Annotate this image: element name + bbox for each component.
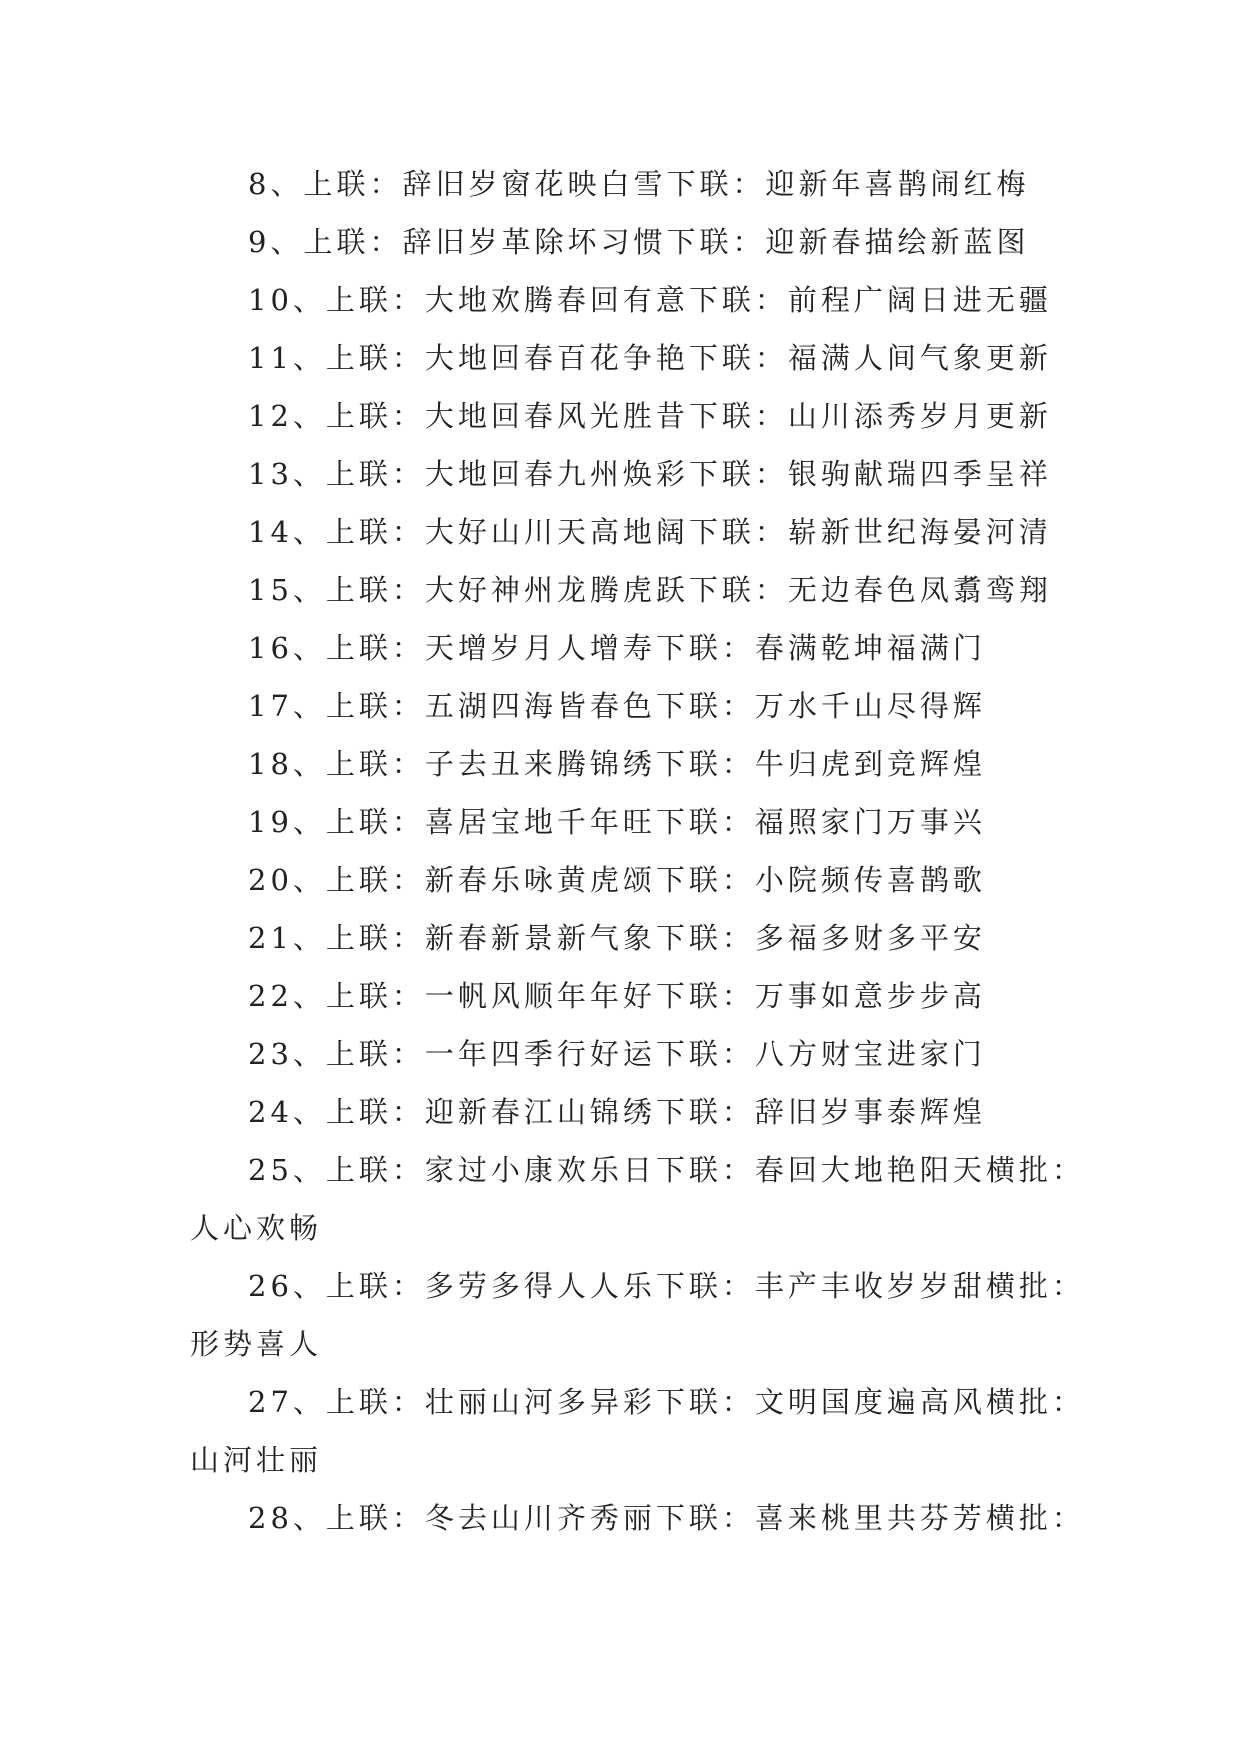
couplet-list [190,155,1085,1547]
couplet-line: 16、上联：天增岁月人增寿下联：春满乾坤福满门 [248,631,986,665]
couplet-line: 25、上联：家过小康欢乐日下联：春回大地艳阳天横批： [248,1153,1085,1187]
couplet-line: 9、上联：辞旧岁革除坏习惯下联：迎新春描绘新蓝图 [248,225,1030,259]
couplet-line: 10、上联：大地欢腾春回有意下联：前程广阔日进无疆 [248,283,1052,317]
couplet-line-continuation: 人心欢畅 [190,1211,323,1245]
couplet-line: 20、上联：新春乐咏黄虎颂下联：小院频传喜鹊歌 [248,863,986,897]
couplet-line: 11、上联：大地回春百花争艳下联：福满人间气象更新 [248,341,1052,375]
couplet-line: 18、上联：子去丑来腾锦绣下联：牛归虎到竞辉煌 [248,747,986,781]
couplet-line: 14、上联：大好山川天高地阔下联：崭新世纪海晏河清 [248,515,1052,549]
couplet-line-continuation: 形势喜人 [190,1327,323,1361]
couplet-line: 26、上联：多劳多得人人乐下联：丰产丰收岁岁甜横批： [248,1269,1085,1303]
couplet-line: 15、上联：大好神州龙腾虎跃下联：无边春色凤翥鸾翔 [248,573,1052,607]
couplet-line: 19、上联：喜居宝地千年旺下联：福照家门万事兴 [248,805,986,839]
couplet-line: 12、上联：大地回春风光胜昔下联：山川添秀岁月更新 [248,399,1052,433]
couplet-line: 24、上联：迎新春江山锦绣下联：辞旧岁事泰辉煌 [248,1095,986,1129]
couplet-line: 17、上联：五湖四海皆春色下联：万水千山尽得辉 [248,689,986,723]
couplet-line-continuation: 山河壮丽 [190,1443,323,1477]
couplet-line: 28、上联：冬去山川齐秀丽下联：喜来桃里共芬芳横批： [248,1501,1085,1535]
couplet-line: 13、上联：大地回春九州焕彩下联：银驹献瑞四季呈祥 [248,457,1052,491]
couplet-line: 27、上联：壮丽山河多异彩下联：文明国度遍高风横批： [248,1385,1085,1419]
couplet-line: 21、上联：新春新景新气象下联：多福多财多平安 [248,921,986,955]
couplet-line: 23、上联：一年四季行好运下联：八方财宝进家门 [248,1037,986,1071]
couplet-line: 8、上联：辞旧岁窗花映白雪下联：迎新年喜鹊闹红梅 [248,167,1030,201]
couplet-line: 22、上联：一帆风顺年年好下联：万事如意步步高 [248,979,986,1013]
